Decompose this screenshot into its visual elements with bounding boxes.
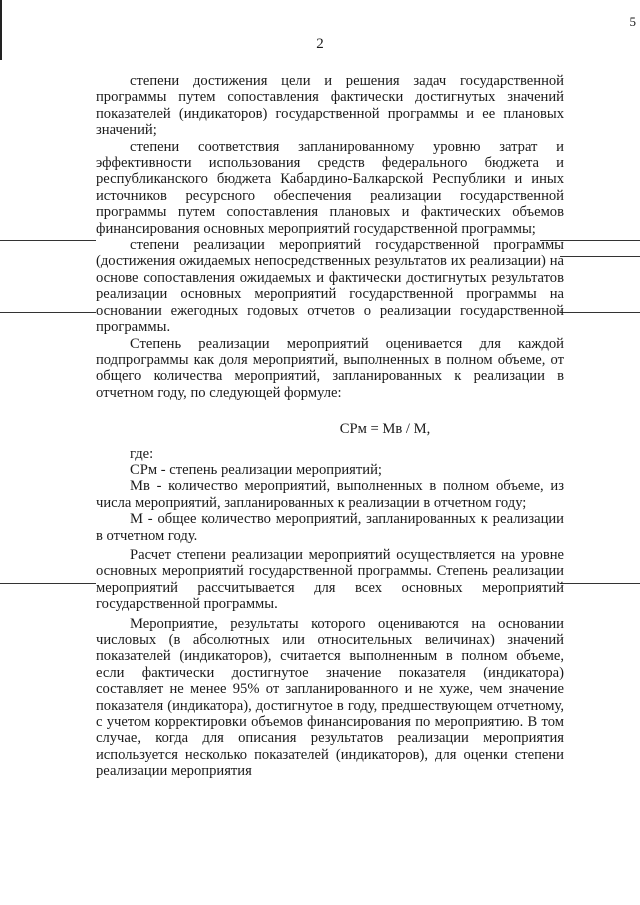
corner-mark: 5 — [629, 14, 636, 29]
definition-item: Мв - количество мероприятий, выполненных в полном объеме, из числа мероприятий, запланированных к реализации в отчетном году; — [96, 478, 564, 511]
definition-item: М - общее количество мероприятий, запланированных к реализации в отчетном году. — [96, 511, 564, 544]
paragraph: Степень реализации мероприятий оценивается для каждой подпрограммы как доля мероприятий, выполненных в полном объеме, от общего количества мероприятий, запланированных к реализации в отчетном году, по следующей формуле: — [96, 335, 564, 401]
scan-line — [0, 240, 96, 241]
scan-line — [560, 312, 640, 313]
formula: СРм = Мв / М, — [339, 421, 431, 438]
scan-line — [0, 583, 96, 584]
paragraph: Мероприятие, результаты которого оцениваются на основании числовых (в абсолютных или относительных величинах) значений показателей (индикаторов), считается выполненным в полном объеме, если фактически достигнутое значение показателя (индикатора) составляет не менее 95% от запланированного и не хуже, чем значение показателя (индикатора), достигнутое в году, предшествующем отчетному, с учетом корректировки объемов финансирования по мероприятию. В том случае, когда для описания результатов реализации мероприятия используется несколько показателей (индикаторов), для оценки степени реализации мероприятия — [96, 615, 564, 780]
scan-line — [560, 583, 640, 584]
definition-item: СРм - степень реализации мероприятий; — [130, 461, 382, 478]
document-body — [96, 73, 564, 780]
paragraph: Расчет степени реализации мероприятий осуществляется на уровне основных мероприятий государственной программы. Степень реализации мероприятий рассчитывается для всех основных мероприятий государственной программы. — [96, 546, 564, 613]
paragraph: степени соответствия запланированному уровню затрат и эффективности использования средств федерального бюджета и республиканского бюджета Кабардино-Балкарской Республики и иных источников ресурсного обеспечения реализации государственной программы путем сопоставления плановых и фактических объемов финансирования основных мероприятий государственной программы; — [96, 138, 564, 237]
scan-line — [560, 256, 640, 257]
definitions-heading: где: — [130, 445, 154, 462]
scan-line — [0, 312, 96, 313]
paragraph: степени достижения цели и решения задач государственной программы путем сопоставления фактически достигнутых значений показателей (индикаторов) государственной программы и ее плановых значений; — [96, 73, 564, 139]
page-number: 2 — [316, 36, 324, 52]
paragraph: степени реализации мероприятий государственной программы (достижения ожидаемых непосредственных результатов их реализации) на основе сопоставления ожидаемых и фактически достигнутых результатов реализации основных мероприятий государственной программы на основании ежегодных годовых отчетов о реализации государственной программы. — [96, 237, 564, 336]
